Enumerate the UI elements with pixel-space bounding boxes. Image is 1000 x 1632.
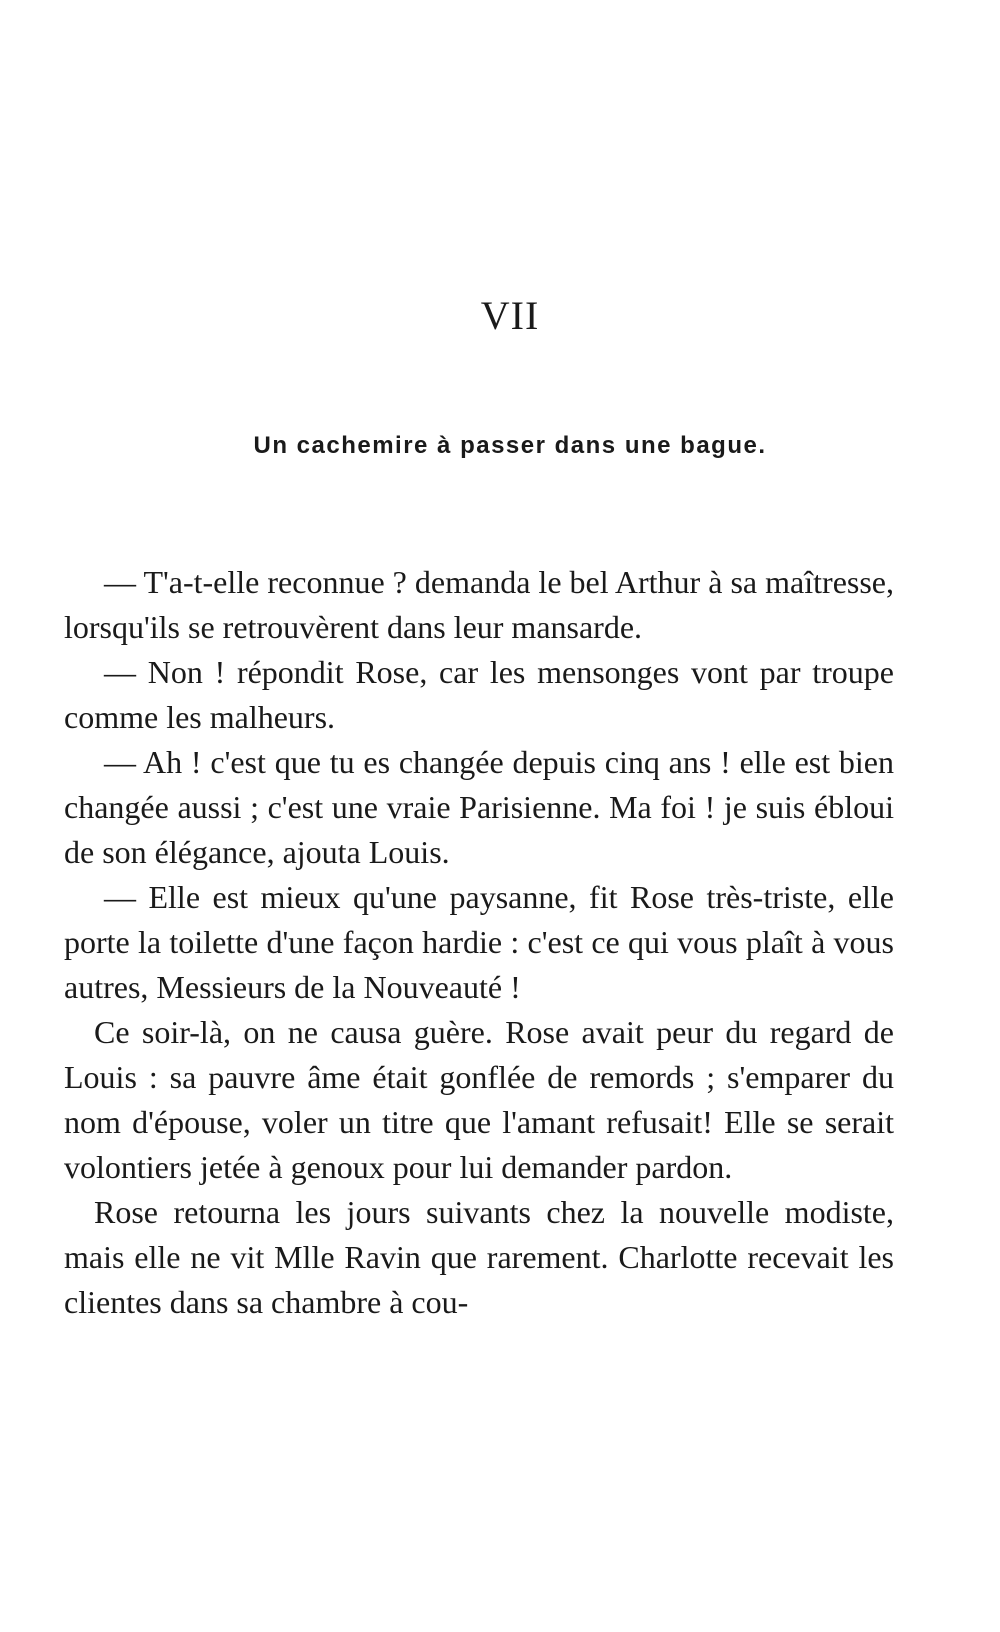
paragraph: — T'a-t-elle reconnue ? demanda le bel Arthur à sa maîtresse, lorsqu'ils se retrouvèrent dans leur mansarde. xyxy=(64,564,894,645)
chapter-title: Un cachemire à passer dans une bague. xyxy=(253,432,767,459)
paragraph: — Non ! répondit Rose, car les mensonges vont par troupe comme les malheurs. xyxy=(64,654,894,735)
paragraph: Rose retourna les jours suivants chez la nouvelle modiste, mais elle ne vit Mlle Ravin que rarement. Charlotte recevait les clientes dans sa chambre à cou- xyxy=(64,1194,894,1320)
paragraph: Ce soir-là, on ne causa guère. Rose avait peur du regard de Louis : sa pauvre âme était gonflée de remords ; s'emparer du nom d'épouse, voler un titre que l'amant refusait! Elle se serait volontiers jetée à genoux pour lui demander pardon. xyxy=(64,1014,894,1185)
body-text xyxy=(64,560,894,1325)
paragraph: — Ah ! c'est que tu es changée depuis cinq ans ! elle est bien changée aussi ; c'est une vraie Parisienne. Ma foi ! je suis ébloui de son élégance, ajouta Louis. xyxy=(64,744,894,870)
paragraph: — Elle est mieux qu'une paysanne, fit Rose très-triste, elle porte la toilette d'une façon hardie : c'est ce qui vous plaît à vous autres, Messieurs de la Nouveauté ! xyxy=(64,879,894,1005)
chapter-number: VII xyxy=(480,293,540,338)
